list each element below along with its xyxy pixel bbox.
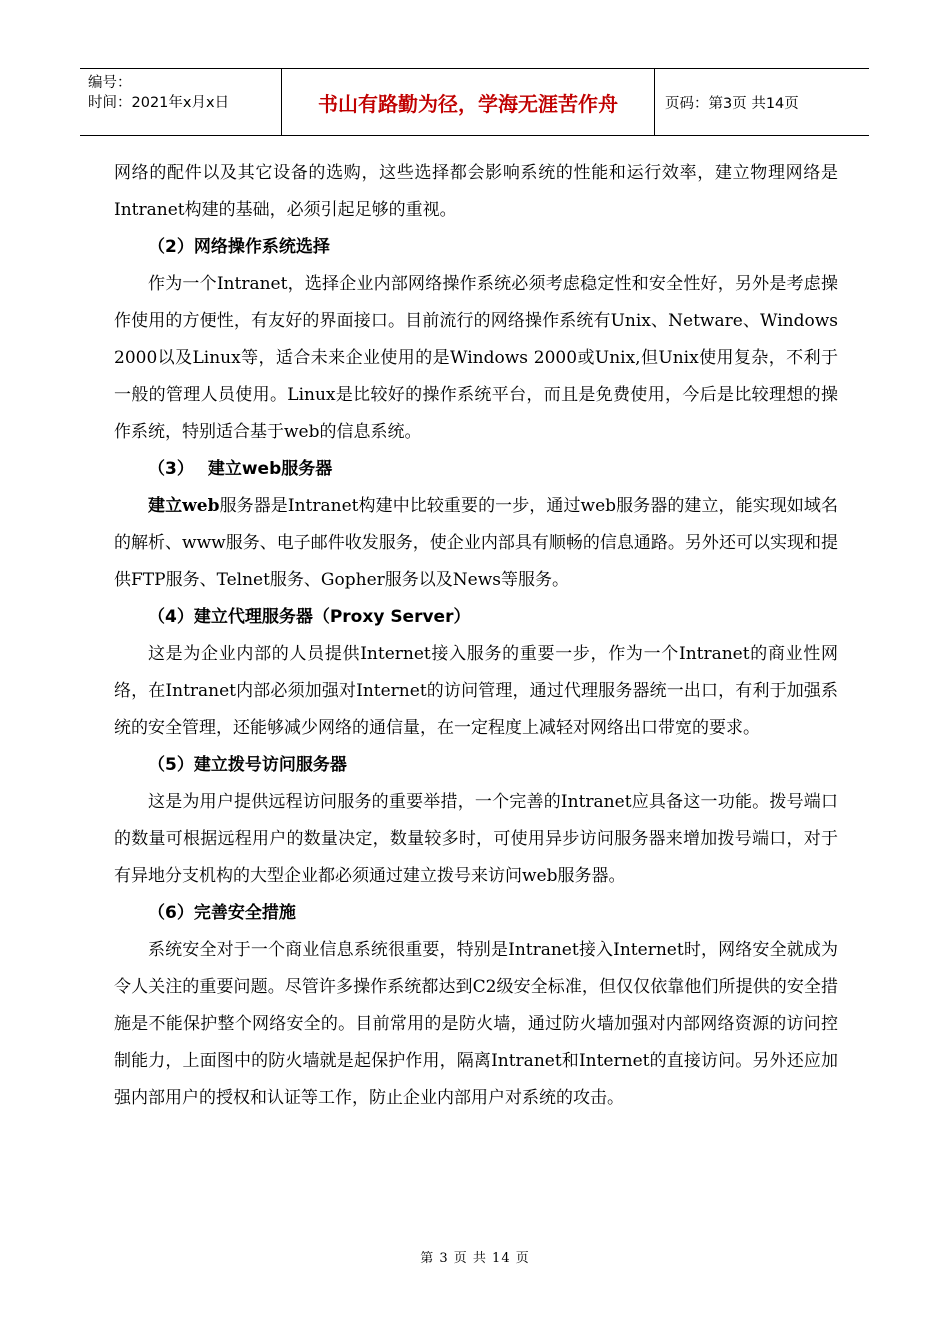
header-number-label: 编号： xyxy=(88,75,132,91)
paragraph-web-server-text: 服务器是Intranet构建中比较重要的一步，通过web服务器的建立，能实现如域名的解析、www服务、电子邮件收发服务，使企业内部具有顺畅的信息通路。另外还可以实现和提供FTP服务、Telnet服务、Gopher服务以及News等服务。 xyxy=(114,496,839,590)
section-heading-proxy: （4）建立代理服务器（Proxy Server） xyxy=(148,607,471,627)
header-time-label: 时间：2021年x月x日 xyxy=(88,95,230,111)
section-heading-dialup: （5）建立拨号访问服务器 xyxy=(148,755,347,775)
document-body xyxy=(114,155,838,1117)
page-footer-number: 第 3 页 共 14 页 xyxy=(420,1251,530,1266)
section-heading-web-number: （3） xyxy=(148,459,194,479)
header-page-label: 页码：第3页 共14页 xyxy=(665,95,799,112)
section-heading-os: （2）网络操作系统选择 xyxy=(148,237,330,257)
page-header-table xyxy=(80,68,869,136)
section-heading-security: （6）完善安全措施 xyxy=(148,903,296,923)
paragraph-web-server xyxy=(114,488,838,599)
paragraph-web-server-lead: 建立web xyxy=(148,496,220,516)
section-heading-web-text: 建立web服务器 xyxy=(207,459,333,479)
header-meta-cell xyxy=(80,69,282,135)
paragraph-os: 作为一个Intranet，选择企业内部网络操作系统必须考虑稳定性和安全性好，另外是考虑操作使用的方便性，有友好的界面接口。目前流行的网络操作系统有Unix、Netware、Windows 2000以及Linux等，适合未来企业使用的是Windows 2000或Unix,但Unix使用复杂，不利于一般的管理人员使用。Linux是比较好的操作系统平台，而且是免费使用，今后是比较理想的操作系统，特别适合基于web的信息系统。 xyxy=(114,274,838,442)
section-heading-web-server xyxy=(114,451,838,488)
header-motto: 书山有路勤为径，学海无涯苦作舟 xyxy=(282,69,655,135)
paragraph-dialup: 这是为用户提供远程访问服务的重要举措，一个完善的Intranet应具备这一功能。拨号端口的数量可根据远程用户的数量决定，数量较多时，可使用异步访问服务器来增加拨号端口，对于有异地分支机构的大型企业都必须通过建立拨号来访问web服务器。 xyxy=(114,792,838,886)
paragraph-physical-network: 网络的配件以及其它设备的选购，这些选择都会影响系统的性能和运行效率，建立物理网络是Intranet构建的基础，必须引起足够的重视。 xyxy=(114,163,838,220)
paragraph-security: 系统安全对于一个商业信息系统很重要，特别是Intranet接入Internet时，网络安全就成为令人关注的重要问题。尽管许多操作系统都达到C2级安全标准，但仅仅依靠他们所提供的安全措施是不能保护整个网络安全的。目前常用的是防火墙，通过防火墙加强对内部网络资源的访问控制能力，上面图中的防火墙就是起保护作用，隔离Intranet和Internet的直接访问。另外还应加强内部用户的授权和认证等工作，防止企业内部用户对系统的攻击。 xyxy=(114,940,838,1108)
paragraph-proxy: 这是为企业内部的人员提供Internet接入服务的重要一步，作为一个Intranet的商业性网络，在Intranet内部必须加强对Internet的访问管理，通过代理服务器统一出口，有利于加强系统的安全管理，还能够减少网络的通信量，在一定程度上减轻对网络出口带宽的要求。 xyxy=(114,644,838,738)
